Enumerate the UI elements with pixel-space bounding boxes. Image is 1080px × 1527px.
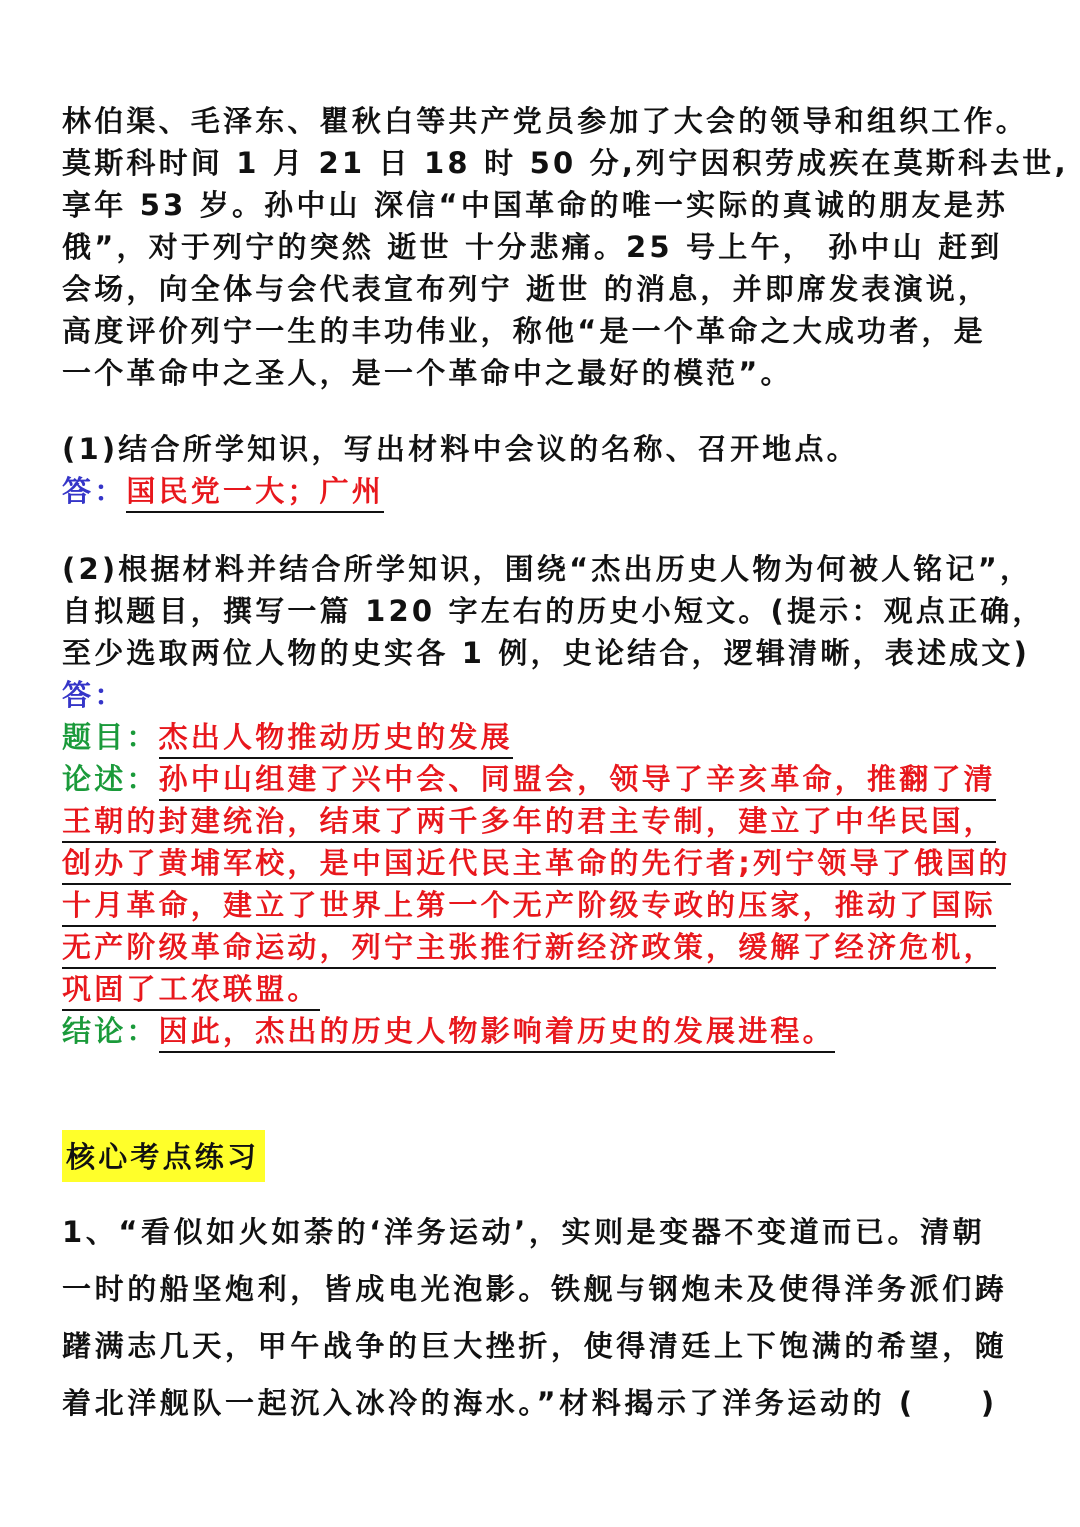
material-line: 莫斯科时间 1 月 21 日 18 时 50 分,列宁因积劳成疾在莫斯科去世, bbox=[62, 146, 1069, 180]
material-line: 一个革命中之圣人，是一个革命中之最好的模范”。 bbox=[62, 356, 793, 390]
question-2 bbox=[62, 548, 1045, 1052]
question-2-line: (2)根据材料并结合所学知识，围绕“杰出历史人物为何被人铭记”， bbox=[62, 552, 1033, 586]
answer-label: 答： bbox=[62, 474, 127, 508]
question-2-line: 至少选取两位人物的史实各 1 例，史论结合，逻辑清晰，表述成文) bbox=[62, 636, 1031, 670]
material-line: 林伯渠、毛泽东、瞿秋白等共产党员参加了大会的领导和组织工作。 bbox=[62, 104, 1029, 138]
argument-row-cont bbox=[62, 800, 1022, 842]
argument-line: 孙中山组建了兴中会、同盟会，领导了辛亥革命，推翻了清 bbox=[159, 759, 996, 801]
material-line: 会场，向全体与会代表宣布列宁 逝世 的消息，并即席发表演说， bbox=[62, 272, 991, 306]
mcq-line: 一时的船坚炮利，皆成电光泡影。铁舰与钢炮未及使得洋务派们踌 bbox=[62, 1272, 1008, 1306]
question-1-answer: 国民党一大；广州 bbox=[126, 471, 384, 513]
title-label: 题目： bbox=[62, 720, 159, 754]
argument-row bbox=[62, 758, 1022, 800]
title-answer: 杰出人物推动历史的发展 bbox=[159, 717, 513, 759]
argument-line: 创办了黄埔军校，是中国近代民主革命的先行者;列宁领导了俄国的 bbox=[62, 843, 1011, 885]
document-page bbox=[62, 100, 1069, 1432]
argument-row-cont bbox=[62, 926, 1022, 968]
conclusion-answer: 因此，杰出的历史人物影响着历史的发展进程。 bbox=[159, 1011, 835, 1053]
argument-line: 无产阶级革命运动，列宁主张推行新经济政策，缓解了经济危机， bbox=[62, 927, 996, 969]
question-1-answer-row bbox=[62, 470, 1022, 512]
conclusion-label: 结论： bbox=[62, 1014, 159, 1048]
argument-label: 论述： bbox=[62, 762, 159, 796]
title-row bbox=[62, 716, 1022, 758]
question-2-line: 自拟题目，撰写一篇 120 字左右的历史小短文。(提示：观点正确， bbox=[62, 594, 1045, 628]
argument-row-cont bbox=[62, 968, 1022, 1010]
question-1-text: (1)结合所学知识，写出材料中会议的名称、召开地点。 bbox=[62, 432, 859, 466]
argument-line: 王朝的封建统治，结束了两千多年的君主专制，建立了中华民国， bbox=[62, 801, 996, 843]
material-line: 俄”，对于列宁的突然 逝世 十分悲痛。25 号上午， 孙中山 赶到 bbox=[62, 230, 1003, 264]
material-line: 享年 53 岁。孙中山 深信“中国革命的唯一实际的真诚的朋友是苏 bbox=[62, 188, 1009, 222]
answer-label: 答： bbox=[62, 678, 127, 712]
mcq-line: 躇满志几天，甲午战争的巨大挫折，使得清廷上下饱满的希望，随 bbox=[62, 1329, 1008, 1363]
question-1 bbox=[62, 428, 1022, 512]
argument-row-cont bbox=[62, 842, 1022, 884]
mcq-line: 1、“看似如火如荼的‘洋务运动’，实则是变器不变道而已。清朝 bbox=[62, 1215, 986, 1249]
section-heading: 核心考点练习 bbox=[62, 1130, 265, 1182]
material-paragraph bbox=[62, 100, 1069, 394]
conclusion-row bbox=[62, 1010, 1022, 1052]
mcq-1 bbox=[62, 1204, 1022, 1432]
argument-line: 巩固了工农联盟。 bbox=[62, 969, 320, 1011]
argument-row-cont bbox=[62, 884, 1022, 926]
material-line: 高度评价列宁一生的丰功伟业，称他“是一个革命之大成功者，是 bbox=[62, 314, 986, 348]
section-heading-wrap bbox=[62, 1130, 1022, 1182]
argument-line: 十月革命，建立了世界上第一个无产阶级专政的压家，推动了国际 bbox=[62, 885, 996, 927]
mcq-line: 着北洋舰队一起沉入冰冷的海水。”材料揭示了洋务运动的 ( ) bbox=[62, 1386, 998, 1420]
